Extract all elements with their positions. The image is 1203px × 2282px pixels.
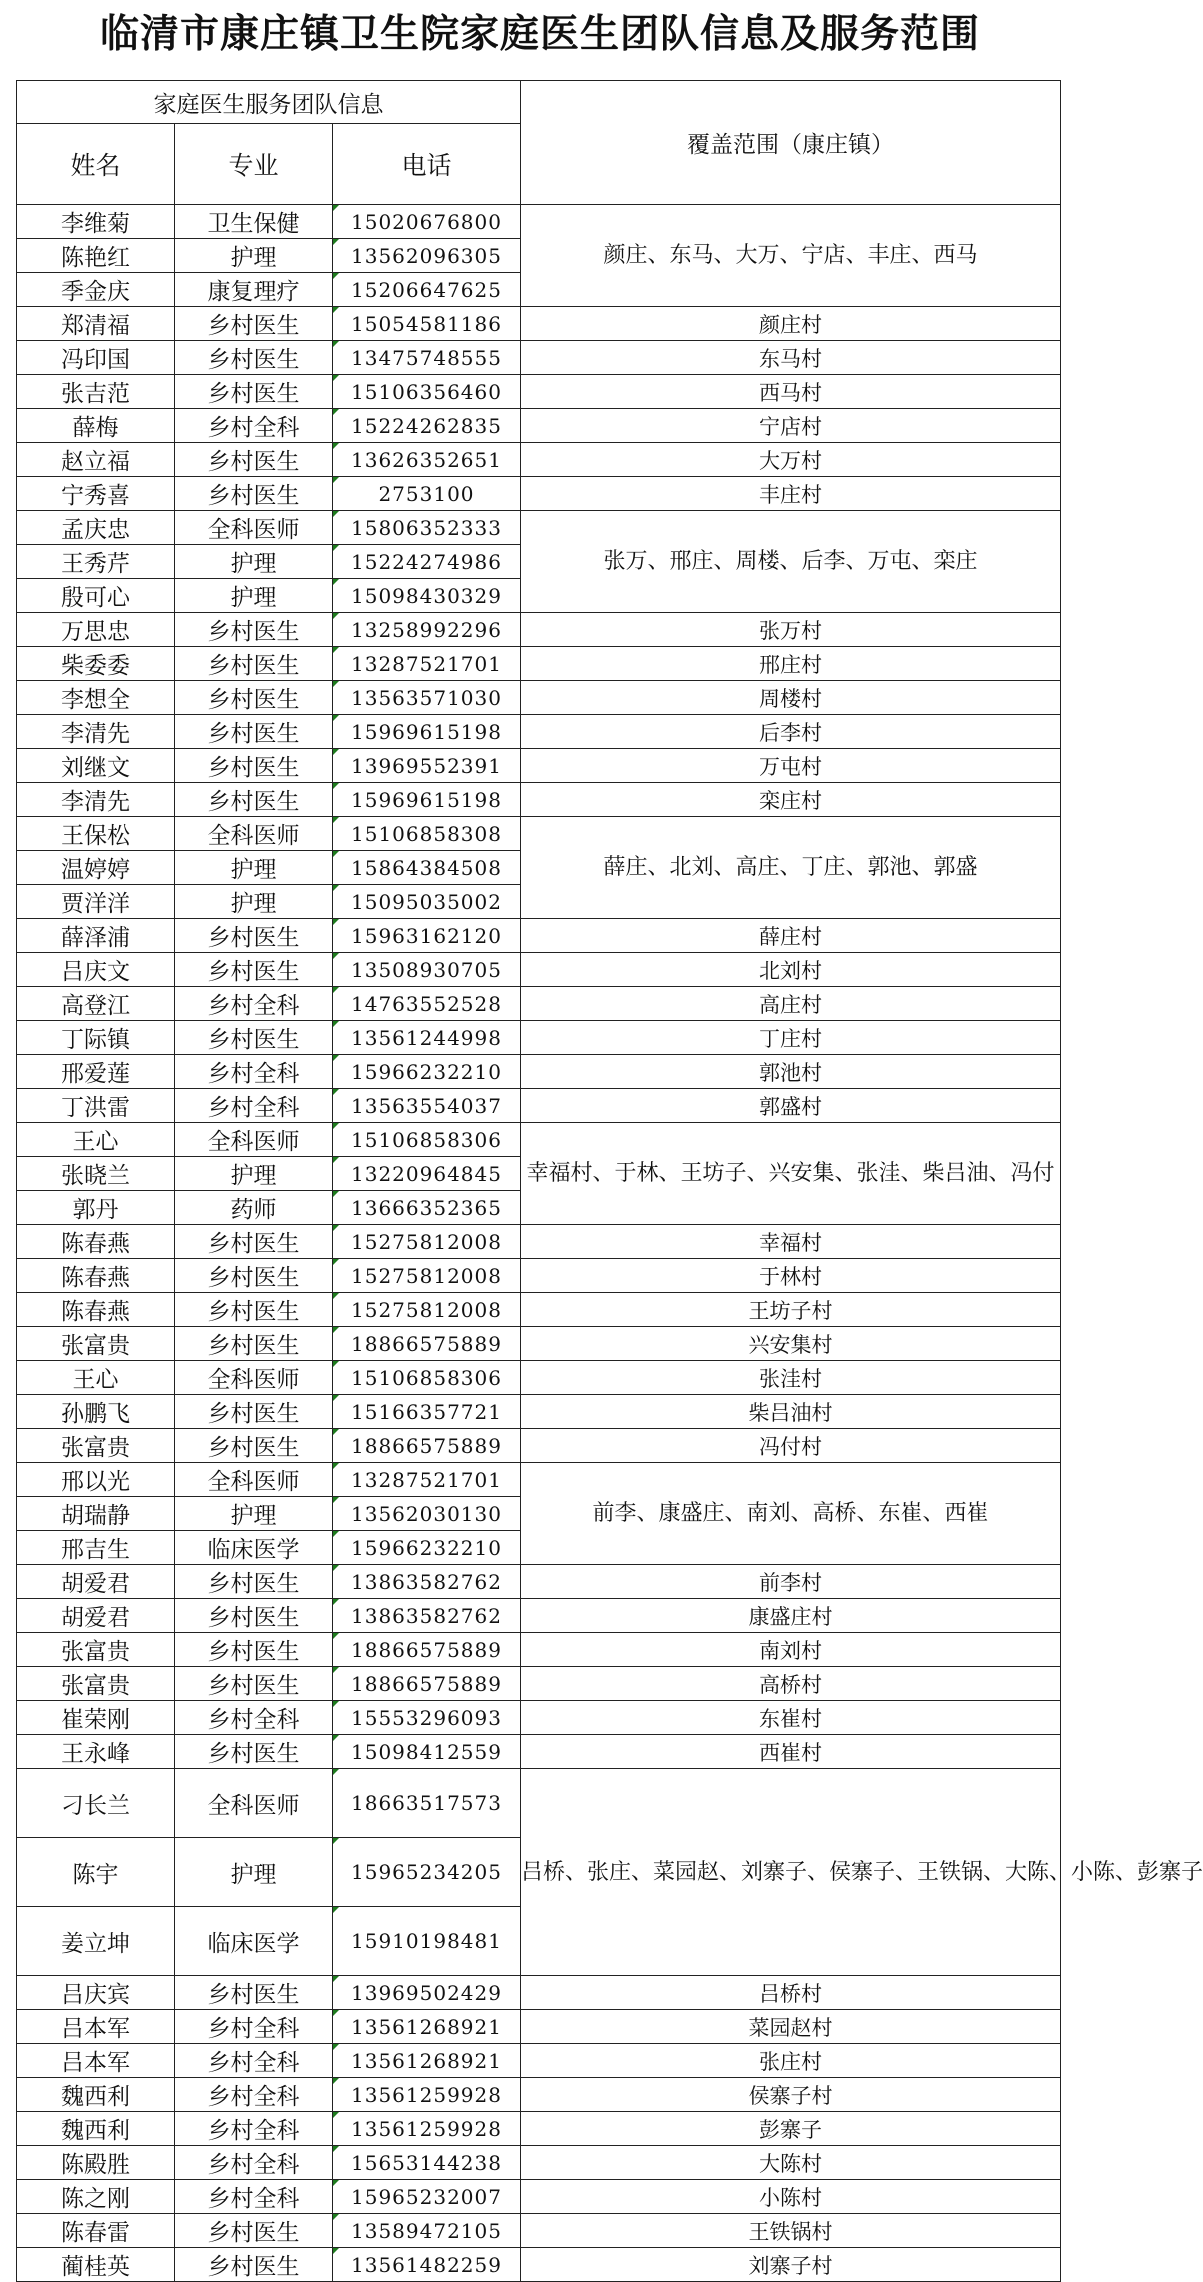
phone-cell: 13969552391 [333, 749, 521, 783]
phone-cell: 15653144238 [333, 2146, 521, 2180]
table-row [17, 1633, 1061, 1667]
name-cell: 蔺桂英 [17, 2248, 175, 2282]
coverage-cell: 东马村 [521, 341, 1061, 375]
specialty-cell: 乡村医生 [175, 1259, 333, 1293]
table-row [17, 477, 1061, 511]
phone-cell: 15166357721 [333, 1395, 521, 1429]
phone-cell: 15965234205 [333, 1838, 521, 1907]
phone-cell: 15969615198 [333, 715, 521, 749]
phone-cell: 15098412559 [333, 1735, 521, 1769]
specialty-cell: 全科医师 [175, 1361, 333, 1395]
name-cell: 崔荣刚 [17, 1701, 175, 1735]
table-row [17, 1225, 1061, 1259]
phone-cell: 15965232007 [333, 2180, 521, 2214]
specialty-cell: 护理 [175, 885, 333, 919]
specialty-cell: 乡村医生 [175, 2214, 333, 2248]
coverage-cell: 柴吕油村 [521, 1395, 1061, 1429]
coverage-cell: 西崔村 [521, 1735, 1061, 1769]
phone-cell: 15106858306 [333, 1123, 521, 1157]
coverage-cell: 彭寨子 [521, 2112, 1061, 2146]
table-row [17, 307, 1061, 341]
table-row [17, 1055, 1061, 1089]
phone-cell: 13666352365 [333, 1191, 521, 1225]
table-row [17, 2010, 1061, 2044]
phone-cell: 13563571030 [333, 681, 521, 715]
phone-cell: 15275812008 [333, 1225, 521, 1259]
coverage-cell: 西马村 [521, 375, 1061, 409]
specialty-cell: 全科医师 [175, 1769, 333, 1838]
coverage-cell: 南刘村 [521, 1633, 1061, 1667]
phone-cell: 15966232210 [333, 1055, 521, 1089]
table-row [17, 1735, 1061, 1769]
coverage-group-cell: 吕桥、张庄、菜园赵、刘寨子、侯寨子、王铁锅、大陈、小陈、彭寨子 [521, 1769, 1061, 1976]
name-header: 姓名 [17, 124, 175, 205]
specialty-cell: 乡村全科 [175, 1089, 333, 1123]
phone-cell: 15910198481 [333, 1907, 521, 1976]
coverage-cell: 宁店村 [521, 409, 1061, 443]
name-cell: 胡爱君 [17, 1565, 175, 1599]
name-cell: 陈艳红 [17, 239, 175, 273]
name-cell: 王秀芹 [17, 545, 175, 579]
table-row [17, 1667, 1061, 1701]
name-cell: 薛泽浦 [17, 919, 175, 953]
table-row [17, 1769, 1061, 1838]
coverage-cell: 丁庄村 [521, 1021, 1061, 1055]
phone-cell: 15106858306 [333, 1361, 521, 1395]
specialty-cell: 乡村全科 [175, 2112, 333, 2146]
specialty-cell: 乡村医生 [175, 375, 333, 409]
table-row [17, 1123, 1061, 1157]
coverage-group-cell: 幸福村、于林、王坊子、兴安集、张洼、柴吕油、冯付 [521, 1123, 1061, 1225]
phone-cell: 18663517573 [333, 1769, 521, 1838]
table-row [17, 1089, 1061, 1123]
specialty-cell: 乡村全科 [175, 2146, 333, 2180]
specialty-cell: 乡村医生 [175, 1633, 333, 1667]
coverage-cell: 大陈村 [521, 2146, 1061, 2180]
table-row [17, 205, 1061, 239]
name-cell: 李维菊 [17, 205, 175, 239]
phone-cell: 13563554037 [333, 1089, 521, 1123]
table-row [17, 817, 1061, 851]
phone-header: 电话 [333, 124, 521, 205]
table-row [17, 1599, 1061, 1633]
phone-cell: 14763552528 [333, 987, 521, 1021]
coverage-cell: 薛庄村 [521, 919, 1061, 953]
phone-cell: 13969502429 [333, 1976, 521, 2010]
phone-cell: 15224274986 [333, 545, 521, 579]
specialty-header: 专业 [175, 124, 333, 205]
table-body [17, 205, 1203, 2282]
coverage-cell: 栾庄村 [521, 783, 1061, 817]
coverage-cell: 万屯村 [521, 749, 1061, 783]
table-row [17, 2044, 1061, 2078]
specialty-cell: 乡村全科 [175, 2010, 333, 2044]
name-cell: 宁秀喜 [17, 477, 175, 511]
specialty-cell: 护理 [175, 1157, 333, 1191]
coverage-group-cell: 张万、邢庄、周楼、后李、万屯、栾庄 [521, 511, 1061, 613]
phone-cell: 18866575889 [333, 1633, 521, 1667]
family-doctor-table [16, 80, 1203, 2282]
specialty-cell: 护理 [175, 1497, 333, 1531]
specialty-cell: 临床医学 [175, 1531, 333, 1565]
name-cell: 刘继文 [17, 749, 175, 783]
specialty-cell: 乡村医生 [175, 749, 333, 783]
table-row [17, 2180, 1061, 2214]
name-cell: 陈之刚 [17, 2180, 175, 2214]
phone-cell: 13287521701 [333, 647, 521, 681]
phone-cell: 15206647625 [333, 273, 521, 307]
coverage-cell: 小陈村 [521, 2180, 1061, 2214]
coverage-cell: 高桥村 [521, 1667, 1061, 1701]
coverage-cell: 吕桥村 [521, 1976, 1061, 2010]
name-cell: 温婷婷 [17, 851, 175, 885]
coverage-cell: 张庄村 [521, 2044, 1061, 2078]
phone-cell: 13258992296 [333, 613, 521, 647]
name-cell: 吕本军 [17, 2010, 175, 2044]
name-cell: 万思忠 [17, 613, 175, 647]
name-cell: 孟庆忠 [17, 511, 175, 545]
specialty-cell: 乡村医生 [175, 919, 333, 953]
coverage-cell: 丰庄村 [521, 477, 1061, 511]
phone-cell: 15966232210 [333, 1531, 521, 1565]
table-row [17, 783, 1061, 817]
specialty-cell: 乡村医生 [175, 1021, 333, 1055]
table-row [17, 1429, 1061, 1463]
specialty-cell: 护理 [175, 239, 333, 273]
coverage-cell: 东崔村 [521, 1701, 1061, 1735]
name-cell: 邢爱莲 [17, 1055, 175, 1089]
table-row [17, 443, 1061, 477]
phone-cell: 13589472105 [333, 2214, 521, 2248]
phone-cell: 13475748555 [333, 341, 521, 375]
phone-cell: 18866575889 [333, 1327, 521, 1361]
specialty-cell: 全科医师 [175, 1463, 333, 1497]
specialty-cell: 乡村全科 [175, 1055, 333, 1089]
name-cell: 张富贵 [17, 1633, 175, 1667]
specialty-cell: 乡村全科 [175, 409, 333, 443]
phone-cell: 13287521701 [333, 1463, 521, 1497]
specialty-cell: 康复理疗 [175, 273, 333, 307]
phone-cell: 13561259928 [333, 2078, 521, 2112]
coverage-cell: 高庄村 [521, 987, 1061, 1021]
specialty-cell: 全科医师 [175, 1123, 333, 1157]
table-row [17, 1565, 1061, 1599]
specialty-cell: 乡村医生 [175, 715, 333, 749]
coverage-cell: 郭池村 [521, 1055, 1061, 1089]
name-cell: 郑清福 [17, 307, 175, 341]
phone-cell: 15864384508 [333, 851, 521, 885]
table-row [17, 1976, 1061, 2010]
phone-cell: 15106356460 [333, 375, 521, 409]
name-cell: 李清先 [17, 715, 175, 749]
name-cell: 季金庆 [17, 273, 175, 307]
specialty-cell: 乡村医生 [175, 1395, 333, 1429]
specialty-cell: 药师 [175, 1191, 333, 1225]
coverage-cell: 王铁锅村 [521, 2214, 1061, 2248]
name-cell: 张吉范 [17, 375, 175, 409]
specialty-cell: 乡村医生 [175, 1327, 333, 1361]
specialty-cell: 护理 [175, 851, 333, 885]
name-cell: 李清先 [17, 783, 175, 817]
specialty-cell: 乡村医生 [175, 1225, 333, 1259]
specialty-cell: 乡村医生 [175, 1976, 333, 2010]
team-info-header: 家庭医生服务团队信息 [17, 81, 521, 124]
table-row [17, 987, 1061, 1021]
specialty-cell: 乡村医生 [175, 1293, 333, 1327]
coverage-cell: 兴安集村 [521, 1327, 1061, 1361]
coverage-cell: 菜园赵村 [521, 2010, 1061, 2044]
name-cell: 吕庆宾 [17, 1976, 175, 2010]
coverage-cell: 颜庄村 [521, 307, 1061, 341]
name-cell: 高登江 [17, 987, 175, 1021]
coverage-cell: 郭盛村 [521, 1089, 1061, 1123]
table-row [17, 681, 1061, 715]
specialty-cell: 临床医学 [175, 1907, 333, 1976]
table-row [17, 919, 1061, 953]
coverage-group-cell: 薛庄、北刘、高庄、丁庄、郭池、郭盛 [521, 817, 1061, 919]
name-cell: 陈宇 [17, 1838, 175, 1907]
name-cell: 邢以光 [17, 1463, 175, 1497]
table-row [17, 953, 1061, 987]
table-row [17, 1361, 1061, 1395]
phone-cell: 15224262835 [333, 409, 521, 443]
table-row [17, 1463, 1061, 1497]
name-cell: 魏西利 [17, 2112, 175, 2146]
phone-cell: 13561244998 [333, 1021, 521, 1055]
name-cell: 魏西利 [17, 2078, 175, 2112]
coverage-cell: 张万村 [521, 613, 1061, 647]
specialty-cell: 乡村医生 [175, 953, 333, 987]
name-cell: 孙鹏飞 [17, 1395, 175, 1429]
specialty-cell: 全科医师 [175, 511, 333, 545]
table-row [17, 1395, 1061, 1429]
name-cell: 丁际镇 [17, 1021, 175, 1055]
table-row [17, 409, 1061, 443]
name-cell: 张富贵 [17, 1667, 175, 1701]
phone-cell: 13561268921 [333, 2010, 521, 2044]
name-cell: 冯印国 [17, 341, 175, 375]
name-cell: 吕庆文 [17, 953, 175, 987]
phone-cell: 15275812008 [333, 1293, 521, 1327]
name-cell: 王心 [17, 1123, 175, 1157]
name-cell: 陈春燕 [17, 1293, 175, 1327]
name-cell: 张富贵 [17, 1327, 175, 1361]
phone-cell: 15054581186 [333, 307, 521, 341]
name-cell: 刁长兰 [17, 1769, 175, 1838]
table-row [17, 1327, 1061, 1361]
table-row [17, 1259, 1061, 1293]
phone-cell: 13863582762 [333, 1599, 521, 1633]
phone-cell: 15963162120 [333, 919, 521, 953]
table-row [17, 375, 1061, 409]
phone-cell: 13863582762 [333, 1565, 521, 1599]
phone-cell: 13562096305 [333, 239, 521, 273]
specialty-cell: 乡村医生 [175, 1667, 333, 1701]
coverage-cell: 前李村 [521, 1565, 1061, 1599]
name-cell: 陈春燕 [17, 1225, 175, 1259]
name-cell: 丁洪雷 [17, 1089, 175, 1123]
specialty-cell: 护理 [175, 1838, 333, 1907]
name-cell: 陈春雷 [17, 2214, 175, 2248]
specialty-cell: 护理 [175, 579, 333, 613]
table-row [17, 613, 1061, 647]
phone-cell: 15106858308 [333, 817, 521, 851]
coverage-group-cell: 颜庄、东马、大万、宁店、丰庄、西马 [521, 205, 1061, 307]
specialty-cell: 乡村医生 [175, 2248, 333, 2282]
name-cell: 贾洋洋 [17, 885, 175, 919]
phone-cell: 18866575889 [333, 1429, 521, 1463]
coverage-cell: 于林村 [521, 1259, 1061, 1293]
phone-cell: 13220964845 [333, 1157, 521, 1191]
table-row [17, 2248, 1061, 2282]
name-cell: 邢吉生 [17, 1531, 175, 1565]
name-cell: 胡瑞静 [17, 1497, 175, 1531]
coverage-cell: 侯寨子村 [521, 2078, 1061, 2112]
phone-cell: 15098430329 [333, 579, 521, 613]
specialty-cell: 护理 [175, 545, 333, 579]
specialty-cell: 乡村全科 [175, 987, 333, 1021]
coverage-cell: 王坊子村 [521, 1293, 1061, 1327]
phone-cell: 13562030130 [333, 1497, 521, 1531]
coverage-group-cell: 前李、康盛庄、南刘、高桥、东崔、西崔 [521, 1463, 1061, 1565]
table-row [17, 647, 1061, 681]
coverage-cell: 大万村 [521, 443, 1061, 477]
phone-cell: 13626352651 [333, 443, 521, 477]
phone-cell: 13561259928 [333, 2112, 521, 2146]
table-row [17, 1293, 1061, 1327]
phone-cell: 15020676800 [333, 205, 521, 239]
table-row [17, 341, 1061, 375]
name-cell: 柴委委 [17, 647, 175, 681]
specialty-cell: 乡村医生 [175, 1565, 333, 1599]
coverage-cell: 张洼村 [521, 1361, 1061, 1395]
table-row [17, 715, 1061, 749]
name-cell: 胡爱君 [17, 1599, 175, 1633]
name-cell: 郭丹 [17, 1191, 175, 1225]
table-row [17, 1701, 1061, 1735]
specialty-cell: 乡村医生 [175, 647, 333, 681]
name-cell: 李想全 [17, 681, 175, 715]
name-cell: 张晓兰 [17, 1157, 175, 1191]
name-cell: 王永峰 [17, 1735, 175, 1769]
specialty-cell: 乡村全科 [175, 1701, 333, 1735]
name-cell: 陈春燕 [17, 1259, 175, 1293]
specialty-cell: 乡村医生 [175, 1599, 333, 1633]
coverage-cell: 冯付村 [521, 1429, 1061, 1463]
name-cell: 陈殿胜 [17, 2146, 175, 2180]
table-row [17, 2078, 1061, 2112]
specialty-cell: 乡村全科 [175, 2180, 333, 2214]
coverage-cell: 幸福村 [521, 1225, 1061, 1259]
name-cell: 王心 [17, 1361, 175, 1395]
table-row [17, 1021, 1061, 1055]
specialty-cell: 乡村医生 [175, 307, 333, 341]
name-cell: 吕本军 [17, 2044, 175, 2078]
specialty-cell: 乡村医生 [175, 681, 333, 715]
coverage-cell: 北刘村 [521, 953, 1061, 987]
coverage-cell: 邢庄村 [521, 647, 1061, 681]
coverage-cell: 周楼村 [521, 681, 1061, 715]
table-row [17, 511, 1061, 545]
phone-cell: 15969615198 [333, 783, 521, 817]
phone-cell: 15095035002 [333, 885, 521, 919]
specialty-cell: 乡村医生 [175, 477, 333, 511]
specialty-cell: 乡村医生 [175, 1429, 333, 1463]
specialty-cell: 全科医师 [175, 817, 333, 851]
specialty-cell: 乡村医生 [175, 443, 333, 477]
table-row [17, 2214, 1061, 2248]
name-cell: 赵立福 [17, 443, 175, 477]
phone-cell: 13561268921 [333, 2044, 521, 2078]
coverage-header: 覆盖范围（康庄镇） [521, 81, 1061, 205]
specialty-cell: 乡村医生 [175, 783, 333, 817]
table-row [17, 2112, 1061, 2146]
coverage-cell: 刘寨子村 [521, 2248, 1061, 2282]
specialty-cell: 乡村医生 [175, 613, 333, 647]
name-cell: 王保松 [17, 817, 175, 851]
name-cell: 姜立坤 [17, 1907, 175, 1976]
name-cell: 薛梅 [17, 409, 175, 443]
specialty-cell: 乡村医生 [175, 1735, 333, 1769]
table-row [17, 2146, 1061, 2180]
phone-cell: 13561482259 [333, 2248, 521, 2282]
specialty-cell: 乡村全科 [175, 2078, 333, 2112]
specialty-cell: 乡村全科 [175, 2044, 333, 2078]
name-cell: 殷可心 [17, 579, 175, 613]
table-row [17, 749, 1061, 783]
coverage-cell: 康盛庄村 [521, 1599, 1061, 1633]
name-cell: 张富贵 [17, 1429, 175, 1463]
phone-cell: 18866575889 [333, 1667, 521, 1701]
specialty-cell: 卫生保健 [175, 205, 333, 239]
page-title: 临清市康庄镇卫生院家庭医生团队信息及服务范围 [99, 12, 980, 57]
phone-cell: 15806352333 [333, 511, 521, 545]
phone-cell: 15275812008 [333, 1259, 521, 1293]
phone-cell: 15553296093 [333, 1701, 521, 1735]
phone-cell: 2753100 [333, 477, 521, 511]
specialty-cell: 乡村医生 [175, 341, 333, 375]
coverage-cell: 后李村 [521, 715, 1061, 749]
phone-cell: 13508930705 [333, 953, 521, 987]
